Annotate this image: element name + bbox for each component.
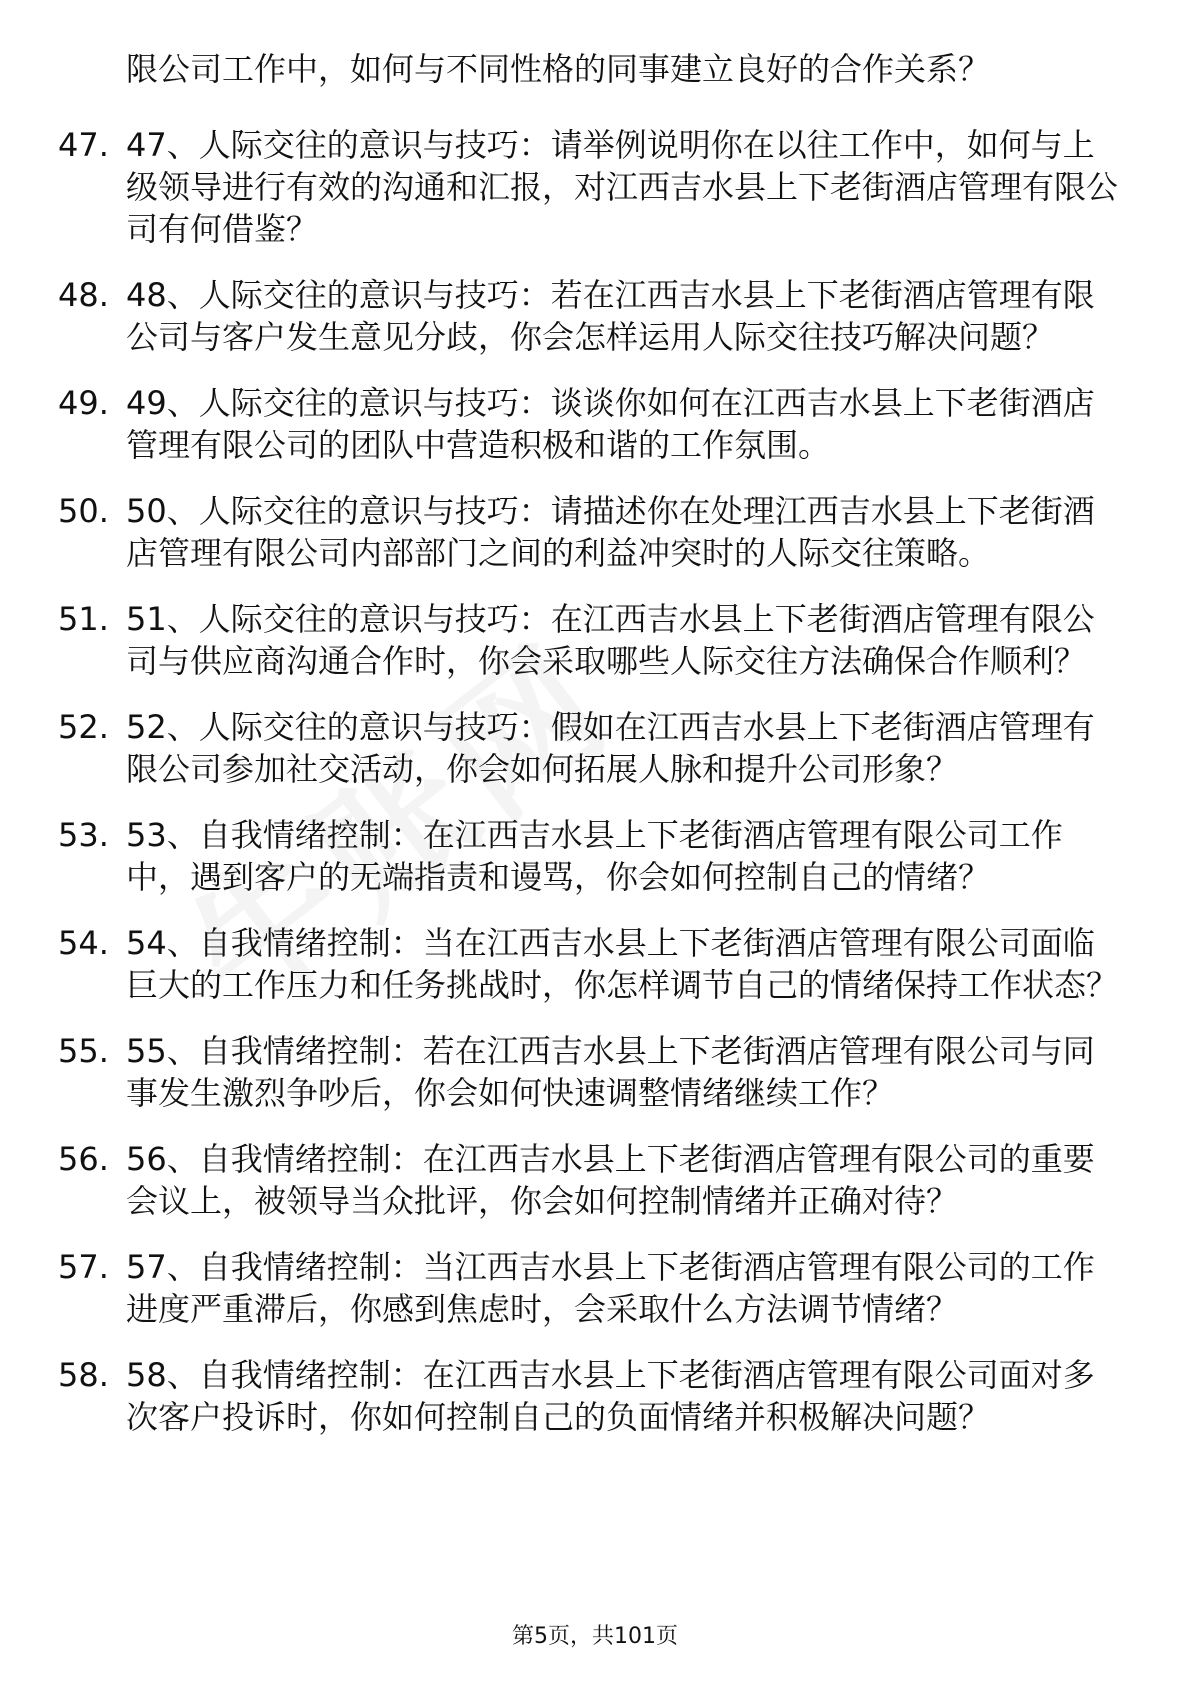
list-item (0, 1354, 1126, 1438)
item-text: 50、人际交往的意识与技巧：请描述你在处理江西吉水县上下老街酒店管理有限公司内部部门之间的利益冲突时的人际交往策略。 (126, 492, 1095, 572)
list-item (0, 814, 1126, 898)
continuation-text: 限公司工作中，如何与不同性格的同事建立良好的合作关系？ (126, 50, 991, 88)
item-number: 50. (58, 492, 109, 530)
item-text: 51、人际交往的意识与技巧：在江西吉水县上下老街酒店管理有限公司与供应商沟通合作时，你会采取哪些人际交往方法确保合作顺利？ (126, 600, 1095, 680)
item-text: 52、人际交往的意识与技巧：假如在江西吉水县上下老街酒店管理有限公司参加社交活动，你会如何拓展人脉和提升公司形象？ (126, 708, 1095, 788)
item-text: 55、自我情绪控制：若在江西吉水县上下老街酒店管理有限公司与同事发生激烈争吵后，你会如何快速调整情绪继续工作？ (126, 1032, 1095, 1112)
item-text: 54、自我情绪控制：当在江西吉水县上下老街酒店管理有限公司面临巨大的工作压力和任务挑战时，你怎样调节自己的情绪保持工作状态？ (126, 924, 1119, 1004)
item-number: 49. (58, 384, 109, 422)
item-text: 47、人际交往的意识与技巧：请举例说明你在以往工作中，如何与上级领导进行有效的沟通和汇报，对江西吉水县上下老街酒店管理有限公司有何借鉴？ (126, 126, 1119, 248)
list-item (0, 922, 1126, 1006)
item-number: 56. (58, 1140, 109, 1178)
list-item (0, 1138, 1126, 1222)
item-text: 56、自我情绪控制：在江西吉水县上下老街酒店管理有限公司的重要会议上，被领导当众批评，你会如何控制情绪并正确对待？ (126, 1140, 1095, 1220)
list-item (0, 598, 1126, 682)
list-item (0, 1246, 1126, 1330)
item-number: 55. (58, 1032, 109, 1070)
item-number: 48. (58, 276, 109, 314)
item-number: 57. (58, 1248, 109, 1286)
page-footer: 第5页，共101页 (512, 1624, 678, 1649)
item-text: 49、人际交往的意识与技巧：谈谈你如何在江西吉水县上下老街酒店管理有限公司的团队中营造积极和谐的工作氛围。 (126, 384, 1095, 464)
item-number: 58. (58, 1356, 109, 1394)
item-text: 48、人际交往的意识与技巧：若在江西吉水县上下老街酒店管理有限公司与客户发生意见分歧，你会怎样运用人际交往技巧解决问题？ (126, 276, 1095, 356)
item-number: 51. (58, 600, 109, 638)
item-text: 58、自我情绪控制：在江西吉水县上下老街酒店管理有限公司面对多次客户投诉时，你如何控制自己的负面情绪并积极解决问题？ (126, 1356, 1095, 1436)
list-item (0, 124, 1126, 250)
list-item (0, 490, 1126, 574)
item-number: 47. (58, 126, 109, 164)
list-item (0, 1030, 1126, 1114)
list-item (0, 706, 1126, 790)
item-text: 53、自我情绪控制：在江西吉水县上下老街酒店管理有限公司工作中，遇到客户的无端指责和谩骂，你会如何控制自己的情绪？ (126, 816, 1063, 896)
question-list (0, 124, 1130, 1462)
list-item (0, 382, 1126, 466)
item-text: 57、自我情绪控制：当江西吉水县上下老街酒店管理有限公司的工作进度严重滞后，你感到焦虑时，会采取什么方法调节情绪？ (126, 1248, 1095, 1328)
item-number: 52. (58, 708, 109, 746)
item-number: 54. (58, 924, 109, 962)
item-number: 53. (58, 816, 109, 854)
list-item (0, 274, 1126, 358)
